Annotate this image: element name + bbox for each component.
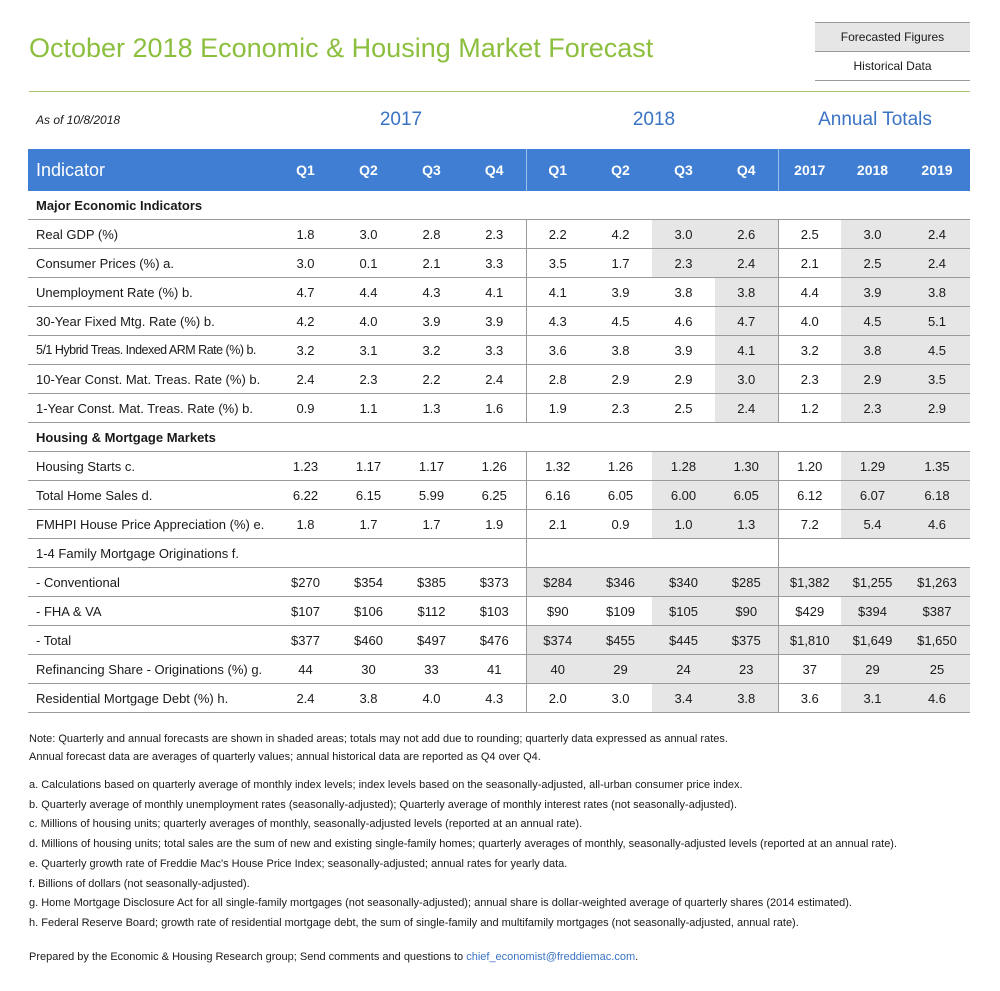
table-cell: 2.4 bbox=[904, 220, 970, 249]
table-cell: 6.22 bbox=[274, 481, 337, 510]
table-cell: 4.1 bbox=[715, 336, 778, 365]
table-cell: $377 bbox=[274, 626, 337, 655]
table-row bbox=[28, 336, 970, 365]
row-label: 30-Year Fixed Mtg. Rate (%) b. bbox=[28, 307, 274, 336]
group-heading-annual: Annual Totals bbox=[818, 109, 932, 130]
table-cell: 41 bbox=[463, 655, 526, 684]
row-label: Unemployment Rate (%) b. bbox=[28, 278, 274, 307]
table-cell: 3.8 bbox=[715, 684, 778, 713]
footnote-d: d. Millions of housing units; total sales are the sum of new and existing single-family homes; quarterly averages of monthly, seasonally-adjusted levels (reported at an annual rate). bbox=[29, 838, 898, 851]
table-cell: 2.4 bbox=[463, 365, 526, 394]
table-cell bbox=[778, 539, 841, 568]
table-row bbox=[28, 365, 970, 394]
table-cell: 3.0 bbox=[841, 220, 904, 249]
table-cell: 37 bbox=[778, 655, 841, 684]
group-heading-2017: 2017 bbox=[379, 109, 423, 130]
footnote-h: h. Federal Reserve Board; growth rate of residential mortgage debt, the sum of single-family and multifamily mortgages (not seasonally-adjusted, annual rate). bbox=[29, 916, 799, 929]
table-cell: 2.4 bbox=[274, 365, 337, 394]
section-heading: Housing & Mortgage Markets bbox=[28, 423, 970, 452]
table-row bbox=[28, 539, 970, 568]
footnote-c: c. Millions of housing units; quarterly averages of monthly, seasonally-adjusted levels (reported at an annual rate). bbox=[29, 818, 583, 831]
legend bbox=[815, 22, 970, 81]
row-label: Refinancing Share - Originations (%) g. bbox=[28, 655, 274, 684]
table-cell: 2.1 bbox=[526, 510, 589, 539]
legend-forecasted: Forecasted Figures bbox=[815, 22, 970, 52]
table-cell: 6.07 bbox=[841, 481, 904, 510]
row-label: - Total bbox=[28, 626, 274, 655]
table-cell: 0.1 bbox=[337, 249, 400, 278]
table-cell: $105 bbox=[652, 597, 715, 626]
table-cell: 2.4 bbox=[274, 684, 337, 713]
table-cell: 7.2 bbox=[778, 510, 841, 539]
table-cell: 5.1 bbox=[904, 307, 970, 336]
table-cell: 2.5 bbox=[778, 220, 841, 249]
section-heading: Major Economic Indicators bbox=[28, 191, 970, 220]
table-cell: $285 bbox=[715, 568, 778, 597]
table-cell: 3.8 bbox=[715, 278, 778, 307]
table-cell: 6.05 bbox=[589, 481, 652, 510]
col-header-2018-q4: Q4 bbox=[715, 149, 778, 191]
forecast-table bbox=[28, 149, 970, 713]
table-row bbox=[28, 307, 970, 336]
table-cell bbox=[841, 539, 904, 568]
table-cell: 6.00 bbox=[652, 481, 715, 510]
table-cell: 5.4 bbox=[841, 510, 904, 539]
table-cell: 6.25 bbox=[463, 481, 526, 510]
table-row bbox=[28, 452, 970, 481]
table-row bbox=[28, 655, 970, 684]
table-cell: 6.05 bbox=[715, 481, 778, 510]
table-cell: 1.17 bbox=[400, 452, 463, 481]
table-cell: $1,255 bbox=[841, 568, 904, 597]
table-cell: 2.4 bbox=[715, 249, 778, 278]
group-heading-2018: 2018 bbox=[632, 109, 676, 130]
table-cell: 2.5 bbox=[841, 249, 904, 278]
table-cell: 23 bbox=[715, 655, 778, 684]
table-cell: 2.4 bbox=[904, 249, 970, 278]
table-cell: 3.0 bbox=[337, 220, 400, 249]
table-cell: 4.2 bbox=[589, 220, 652, 249]
row-label: Housing Starts c. bbox=[28, 452, 274, 481]
col-header-2017-q1: Q1 bbox=[274, 149, 337, 191]
table-cell: 1.9 bbox=[526, 394, 589, 423]
table-cell bbox=[463, 539, 526, 568]
row-label: Total Home Sales d. bbox=[28, 481, 274, 510]
table-cell: 3.0 bbox=[715, 365, 778, 394]
table-cell: $109 bbox=[589, 597, 652, 626]
col-header-2017-q2: Q2 bbox=[337, 149, 400, 191]
table-cell: $106 bbox=[337, 597, 400, 626]
col-header-2018-q3: Q3 bbox=[652, 149, 715, 191]
table-cell: $497 bbox=[400, 626, 463, 655]
table-cell: 1.3 bbox=[400, 394, 463, 423]
table-cell: 3.5 bbox=[526, 249, 589, 278]
table-cell: 1.23 bbox=[274, 452, 337, 481]
table-cell: 2.3 bbox=[778, 365, 841, 394]
table-cell: 2.3 bbox=[841, 394, 904, 423]
prepared-by bbox=[29, 951, 638, 963]
table-cell: 3.3 bbox=[463, 249, 526, 278]
table-cell bbox=[526, 539, 589, 568]
table-cell: 4.3 bbox=[400, 278, 463, 307]
table-cell: 0.9 bbox=[589, 510, 652, 539]
table-cell: 4.5 bbox=[904, 336, 970, 365]
table-cell: 3.8 bbox=[904, 278, 970, 307]
table-cell: $1,810 bbox=[778, 626, 841, 655]
note-line: Annual forecast data are averages of quarterly values; annual historical data are reported as Q4 over Q4. bbox=[29, 751, 541, 763]
table-cell: 6.15 bbox=[337, 481, 400, 510]
table-row bbox=[28, 626, 970, 655]
table-cell: 6.16 bbox=[526, 481, 589, 510]
table-row bbox=[28, 278, 970, 307]
table-cell: 4.3 bbox=[526, 307, 589, 336]
table-cell: $375 bbox=[715, 626, 778, 655]
table-cell: 1.26 bbox=[589, 452, 652, 481]
row-label: Real GDP (%) bbox=[28, 220, 274, 249]
table-cell: 4.2 bbox=[274, 307, 337, 336]
table-cell: 3.8 bbox=[337, 684, 400, 713]
table-cell: 33 bbox=[400, 655, 463, 684]
table-cell: 2.1 bbox=[778, 249, 841, 278]
table-cell: 3.0 bbox=[652, 220, 715, 249]
page-title: October 2018 Economic & Housing Market Forecast bbox=[29, 33, 654, 63]
table-cell bbox=[715, 539, 778, 568]
col-header-2017-q4: Q4 bbox=[463, 149, 526, 191]
title-divider bbox=[29, 91, 970, 92]
table-cell: 4.3 bbox=[463, 684, 526, 713]
table-cell: $373 bbox=[463, 568, 526, 597]
table-cell: $460 bbox=[337, 626, 400, 655]
section-row bbox=[28, 423, 970, 452]
table-cell: 3.2 bbox=[274, 336, 337, 365]
table-row bbox=[28, 510, 970, 539]
table-cell: 2.9 bbox=[904, 394, 970, 423]
table-cell: 3.8 bbox=[589, 336, 652, 365]
table-cell: 29 bbox=[589, 655, 652, 684]
table-cell: 3.1 bbox=[337, 336, 400, 365]
note-line: Note: Quarterly and annual forecasts are shown in shaded areas; totals may not add due to rounding; quarterly data expressed as annual rates. bbox=[29, 733, 728, 745]
table-cell: 30 bbox=[337, 655, 400, 684]
table-row bbox=[28, 394, 970, 423]
table-cell: $1,650 bbox=[904, 626, 970, 655]
table-cell: 1.8 bbox=[274, 510, 337, 539]
table-cell bbox=[337, 539, 400, 568]
table-cell: 3.4 bbox=[652, 684, 715, 713]
table-body bbox=[28, 191, 970, 713]
table-cell: 3.2 bbox=[400, 336, 463, 365]
table-cell: 1.30 bbox=[715, 452, 778, 481]
row-label: Residential Mortgage Debt (%) h. bbox=[28, 684, 274, 713]
table-cell: 0.9 bbox=[274, 394, 337, 423]
table-cell: 2.3 bbox=[589, 394, 652, 423]
table-cell: 2.0 bbox=[526, 684, 589, 713]
table-cell bbox=[400, 539, 463, 568]
table-cell: 1.9 bbox=[463, 510, 526, 539]
footnote-a: a. Calculations based on quarterly average of monthly index levels; index levels based on the seasonally-adjusted, all-urban consumer price index. bbox=[29, 779, 743, 791]
table-cell: $429 bbox=[778, 597, 841, 626]
table-cell: 2.9 bbox=[589, 365, 652, 394]
table-cell: 5.99 bbox=[400, 481, 463, 510]
table-cell: 4.7 bbox=[274, 278, 337, 307]
table-cell: $387 bbox=[904, 597, 970, 626]
table-cell: 3.9 bbox=[841, 278, 904, 307]
table-cell: 4.4 bbox=[337, 278, 400, 307]
table-cell bbox=[274, 539, 337, 568]
table-row bbox=[28, 597, 970, 626]
table-cell: 24 bbox=[652, 655, 715, 684]
table-cell: 1.29 bbox=[841, 452, 904, 481]
table-cell: $394 bbox=[841, 597, 904, 626]
row-label: FMHPI House Price Appreciation (%) e. bbox=[28, 510, 274, 539]
table-cell: 4.7 bbox=[715, 307, 778, 336]
table-cell: $90 bbox=[715, 597, 778, 626]
table-cell: 3.8 bbox=[841, 336, 904, 365]
col-header-annual-2017: 2017 bbox=[778, 149, 841, 191]
footnote-f: f. Billions of dollars (not seasonally-adjusted). bbox=[29, 877, 250, 890]
table-cell: 1.2 bbox=[778, 394, 841, 423]
table-cell: 4.6 bbox=[904, 684, 970, 713]
table-cell: 1.1 bbox=[337, 394, 400, 423]
table-cell: 40 bbox=[526, 655, 589, 684]
table-cell: 4.6 bbox=[904, 510, 970, 539]
table-header-row bbox=[28, 149, 970, 191]
table-cell: 4.4 bbox=[778, 278, 841, 307]
table-cell: 4.5 bbox=[589, 307, 652, 336]
table-row bbox=[28, 249, 970, 278]
footnote-b: b. Quarterly average of monthly unemployment rates (seasonally-adjusted); Quarterly average of monthly interest rates (not seasonally-adjusted). bbox=[29, 798, 738, 811]
col-header-annual-2018: 2018 bbox=[841, 149, 904, 191]
row-label: 5/1 Hybrid Treas. Indexed ARM Rate (%) b. bbox=[28, 336, 274, 365]
table-cell: 3.9 bbox=[463, 307, 526, 336]
table-cell: $445 bbox=[652, 626, 715, 655]
table-cell: 2.3 bbox=[337, 365, 400, 394]
table-row bbox=[28, 684, 970, 713]
table-cell: $103 bbox=[463, 597, 526, 626]
row-label: 10-Year Const. Mat. Treas. Rate (%) b. bbox=[28, 365, 274, 394]
row-label: 1-Year Const. Mat. Treas. Rate (%) b. bbox=[28, 394, 274, 423]
table-cell: 4.0 bbox=[337, 307, 400, 336]
table-cell: $1,382 bbox=[778, 568, 841, 597]
table-cell: 1.7 bbox=[337, 510, 400, 539]
col-header-2017-q3: Q3 bbox=[400, 149, 463, 191]
table-cell: 2.9 bbox=[841, 365, 904, 394]
prepared-by-text: Prepared by the Economic & Housing Research group; Send comments and questions to bbox=[29, 951, 467, 963]
section-row bbox=[28, 191, 970, 220]
table-cell: $476 bbox=[463, 626, 526, 655]
table-cell: $284 bbox=[526, 568, 589, 597]
table-cell: $354 bbox=[337, 568, 400, 597]
table-cell: 3.6 bbox=[526, 336, 589, 365]
email-link[interactable]: chief_economist@freddiemac.com bbox=[466, 951, 636, 963]
table-cell: $455 bbox=[589, 626, 652, 655]
col-header-2018-q2: Q2 bbox=[589, 149, 652, 191]
footnote-g: g. Home Mortgage Disclosure Act for all single-family mortgages (not seasonally-adjusted); annual share is dollar-weighted average of quarterly shares (2014 estimated). bbox=[29, 897, 852, 910]
table-cell: 1.35 bbox=[904, 452, 970, 481]
table-cell: 3.5 bbox=[904, 365, 970, 394]
prepared-by-period: . bbox=[635, 951, 639, 963]
table-cell: 2.8 bbox=[526, 365, 589, 394]
table-cell: 2.2 bbox=[526, 220, 589, 249]
as-of-date: As of 10/8/2018 bbox=[36, 113, 121, 127]
footnotes bbox=[29, 776, 897, 934]
table-cell: 1.6 bbox=[463, 394, 526, 423]
table-cell: $1,649 bbox=[841, 626, 904, 655]
table-cell: 2.6 bbox=[715, 220, 778, 249]
table-cell: 4.5 bbox=[841, 307, 904, 336]
col-header-annual-2019: 2019 bbox=[904, 149, 970, 191]
row-label: - Conventional bbox=[28, 568, 274, 597]
col-header-2018-q1: Q1 bbox=[526, 149, 589, 191]
table-cell: 6.18 bbox=[904, 481, 970, 510]
table-cell: $112 bbox=[400, 597, 463, 626]
table-cell: 3.0 bbox=[589, 684, 652, 713]
legend-historical: Historical Data bbox=[815, 52, 970, 81]
table-cell: 1.28 bbox=[652, 452, 715, 481]
table-row bbox=[28, 568, 970, 597]
table-cell bbox=[589, 539, 652, 568]
table-row bbox=[28, 481, 970, 510]
table-cell: 4.1 bbox=[526, 278, 589, 307]
table-cell: 1.20 bbox=[778, 452, 841, 481]
table-cell: 4.6 bbox=[652, 307, 715, 336]
table-cell: 4.0 bbox=[400, 684, 463, 713]
table-cell: 1.3 bbox=[715, 510, 778, 539]
table-cell: $374 bbox=[526, 626, 589, 655]
table-cell: 1.26 bbox=[463, 452, 526, 481]
table-cell: 2.5 bbox=[652, 394, 715, 423]
table-cell: 3.9 bbox=[652, 336, 715, 365]
table-cell: $1,263 bbox=[904, 568, 970, 597]
table-cell: 1.8 bbox=[274, 220, 337, 249]
row-label: Consumer Prices (%) a. bbox=[28, 249, 274, 278]
table-cell: 1.7 bbox=[589, 249, 652, 278]
table-cell: 6.12 bbox=[778, 481, 841, 510]
table-cell: 3.9 bbox=[589, 278, 652, 307]
table-cell: 1.7 bbox=[400, 510, 463, 539]
notes bbox=[29, 730, 728, 766]
table-cell: 3.0 bbox=[274, 249, 337, 278]
table-row bbox=[28, 220, 970, 249]
table-cell: 44 bbox=[274, 655, 337, 684]
col-header-indicator: Indicator bbox=[28, 149, 274, 191]
table-cell: 29 bbox=[841, 655, 904, 684]
table-cell: $107 bbox=[274, 597, 337, 626]
table-cell: 3.2 bbox=[778, 336, 841, 365]
row-label: 1-4 Family Mortgage Originations f. bbox=[28, 539, 274, 568]
table-cell: 4.0 bbox=[778, 307, 841, 336]
table-cell bbox=[652, 539, 715, 568]
table-cell: 2.8 bbox=[400, 220, 463, 249]
table-cell: 2.3 bbox=[463, 220, 526, 249]
table-cell: 2.3 bbox=[652, 249, 715, 278]
table-cell: 3.3 bbox=[463, 336, 526, 365]
table-cell: $385 bbox=[400, 568, 463, 597]
table-cell: $90 bbox=[526, 597, 589, 626]
table-cell: 3.1 bbox=[841, 684, 904, 713]
table-cell: 4.1 bbox=[463, 278, 526, 307]
table-cell: 3.9 bbox=[400, 307, 463, 336]
row-label: - FHA & VA bbox=[28, 597, 274, 626]
table-cell: 2.4 bbox=[715, 394, 778, 423]
table-cell: 2.2 bbox=[400, 365, 463, 394]
table-cell: 1.0 bbox=[652, 510, 715, 539]
table-cell: 3.6 bbox=[778, 684, 841, 713]
table-cell bbox=[904, 539, 970, 568]
table-cell: 2.9 bbox=[652, 365, 715, 394]
table-cell: $270 bbox=[274, 568, 337, 597]
table-cell: 2.1 bbox=[400, 249, 463, 278]
table-cell: 1.17 bbox=[337, 452, 400, 481]
table-cell: $340 bbox=[652, 568, 715, 597]
table-cell: 3.8 bbox=[652, 278, 715, 307]
table-cell: 25 bbox=[904, 655, 970, 684]
table-cell: $346 bbox=[589, 568, 652, 597]
table-cell: 1.32 bbox=[526, 452, 589, 481]
footnote-e: e. Quarterly growth rate of Freddie Mac's House Price Index; seasonally-adjusted; annual rates for yearly data. bbox=[29, 857, 568, 870]
